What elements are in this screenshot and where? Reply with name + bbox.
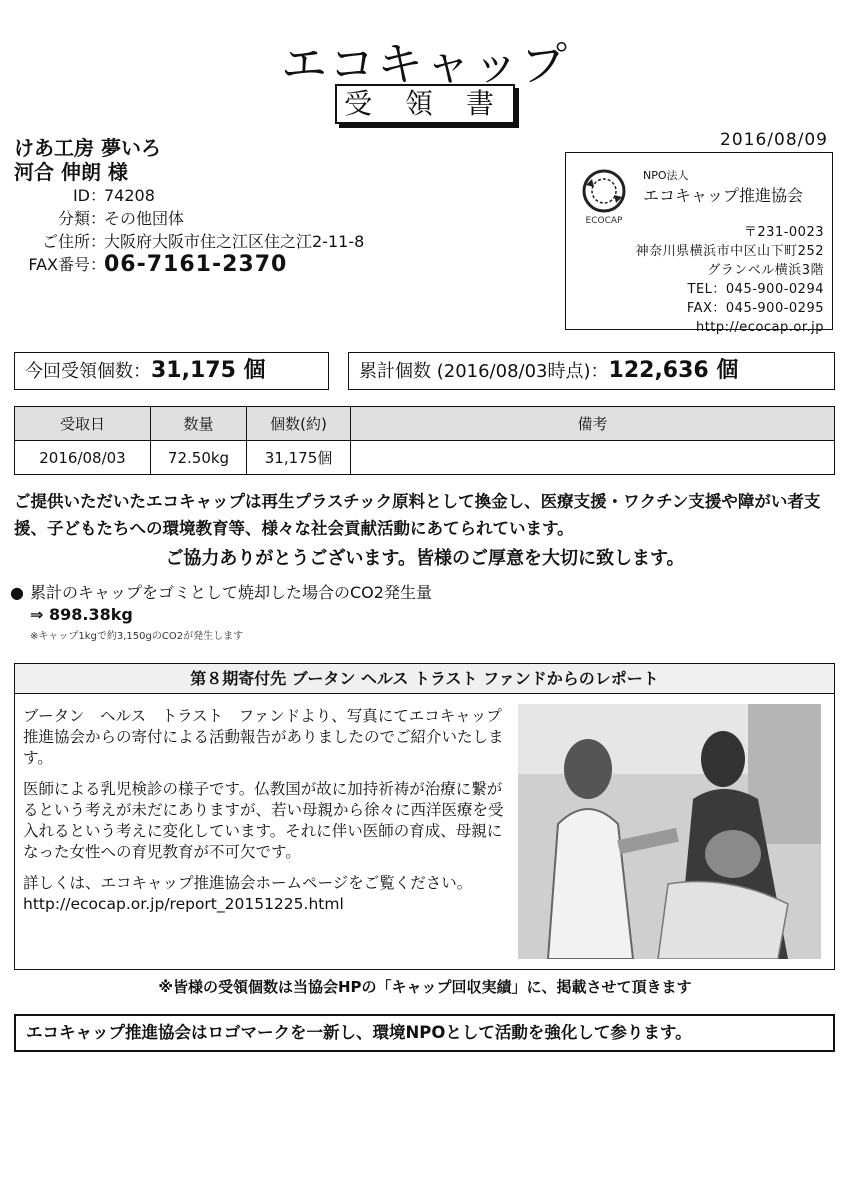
info-value: 大阪府大阪市住之江区住之江2-11-8 <box>104 232 365 251</box>
table-header: 備考 <box>351 407 835 441</box>
info-label: FAX番号 <box>28 255 90 274</box>
table-cell: 31,175個 <box>247 441 351 475</box>
info-row-fax: FAX番号 ： 06-7161-2370 <box>14 253 364 276</box>
issuer-fax: FAX：045-900-0295 <box>686 301 824 316</box>
report-body <box>23 706 511 915</box>
info-label: ID <box>72 186 90 205</box>
bullet-icon: ● <box>10 583 24 602</box>
current-count-box <box>14 352 329 390</box>
issuer-org-type: NPO法人 <box>643 169 689 182</box>
report-section <box>14 663 835 970</box>
logo-text: ECOCAP <box>585 216 623 226</box>
issuer-address <box>636 223 824 337</box>
issuer-name: エコキャップ推進協会 <box>643 186 804 205</box>
table-row <box>15 441 835 475</box>
issuer-url: http://ecocap.or.jp <box>695 320 824 335</box>
report-paragraph: 詳しくは、エコキャップ推進協会ホームページをご覧ください。 <box>23 874 473 892</box>
recipient-block <box>14 136 161 184</box>
document-subtitle: 受 領 書 <box>335 84 515 124</box>
co2-label: 累計のキャップをゴミとして焼却した場合のCO2発生量 <box>30 583 432 602</box>
table-cell: 72.50kg <box>151 441 247 475</box>
total-count-value: 122,636 個 <box>608 358 739 383</box>
table-cell <box>351 441 835 475</box>
publication-note: ※皆様の受領個数は当協会HPの「キャップ回収実績」に、掲載させて頂きます <box>158 978 692 996</box>
issuer-postal: 〒231-0023 <box>743 225 824 240</box>
info-value: その他団体 <box>104 209 185 228</box>
table-header: 個数(約) <box>247 407 351 441</box>
issue-date: 2016/08/09 <box>720 130 828 150</box>
current-count-label: 今回受領個数： <box>25 361 151 382</box>
recipient-org: けあ工房 夢いろ <box>14 136 161 160</box>
report-paragraph: 医師による乳児検診の様子です。仏教国が故に加持祈祷が治療に繋がるという考えが未だにありますが、若い母親から徐々に西洋医療を受入れるという考えに変化しています。それに伴い医師の育成、母親になった女性への育児教育が不可欠です。 <box>23 780 504 861</box>
info-row-address: ご住所 ： 大阪府大阪市住之江区住之江2-11-8 <box>14 230 364 253</box>
report-paragraph: ブータン ヘルス トラスト ファンドより、写真にてエコキャップ推進協会からの寄付による活動報告がありましたのでご紹介いたします。 <box>23 707 504 767</box>
report-photo <box>518 704 821 959</box>
recipient-info <box>14 184 364 276</box>
issuer-tel: TEL：045-900-0294 <box>687 282 824 297</box>
report-url[interactable]: http://ecocap.or.jp/report_20151225.html <box>23 895 344 913</box>
issuer-address-line: 神奈川県横浜市中区山下町252 <box>635 244 824 259</box>
info-label: 分類 <box>57 209 90 228</box>
thanks-message: ご協力ありがとうございます。皆様のご厚意を大切に致します。 <box>165 548 685 569</box>
info-row-id: ID ： 74208 <box>14 184 364 207</box>
fax-number: 06-7161-2370 <box>104 252 288 277</box>
co2-value: ⇒ 898.38kg <box>30 605 133 624</box>
table-header: 受取日 <box>15 407 151 441</box>
document-title: エコキャップ <box>281 37 569 91</box>
issuer-building: グランベル横浜3階 <box>707 263 824 278</box>
recipient-name: 河合 伸朗 様 <box>14 160 128 184</box>
table-header: 数量 <box>151 407 247 441</box>
usage-message: ご提供いただいたエコキャップは再生プラスチック原料として換金し、医療支援・ワクチン支援や障がい者支援、子どもたちへの環境教育等、様々な社会貢献活動にあてられています。 <box>14 492 821 538</box>
co2-section <box>10 582 432 648</box>
table-header-row <box>15 407 835 441</box>
current-count-value: 31,175 個 <box>151 358 266 383</box>
ecocap-logo-icon <box>576 165 632 227</box>
notice-box: エコキャップ推進協会はロゴマークを一新し、環境NPOとして活動を強化して参ります。 <box>14 1014 835 1052</box>
issuer-box <box>565 152 833 335</box>
co2-note: ※キャップ1kgで約3,150gのCO2が発生します <box>30 631 244 642</box>
info-row-category: 分類 ： その他団体 <box>14 207 364 230</box>
total-count-box <box>348 352 835 390</box>
info-label: ご住所 <box>41 232 90 251</box>
receipt-table <box>14 406 835 475</box>
total-count-label: 累計個数 (2016/08/03時点)： <box>359 361 609 382</box>
report-heading: 第８期寄付先 ブータン ヘルス トラスト ファンドからのレポート <box>15 664 834 694</box>
info-value: 74208 <box>104 186 155 205</box>
table-cell: 2016/08/03 <box>15 441 151 475</box>
